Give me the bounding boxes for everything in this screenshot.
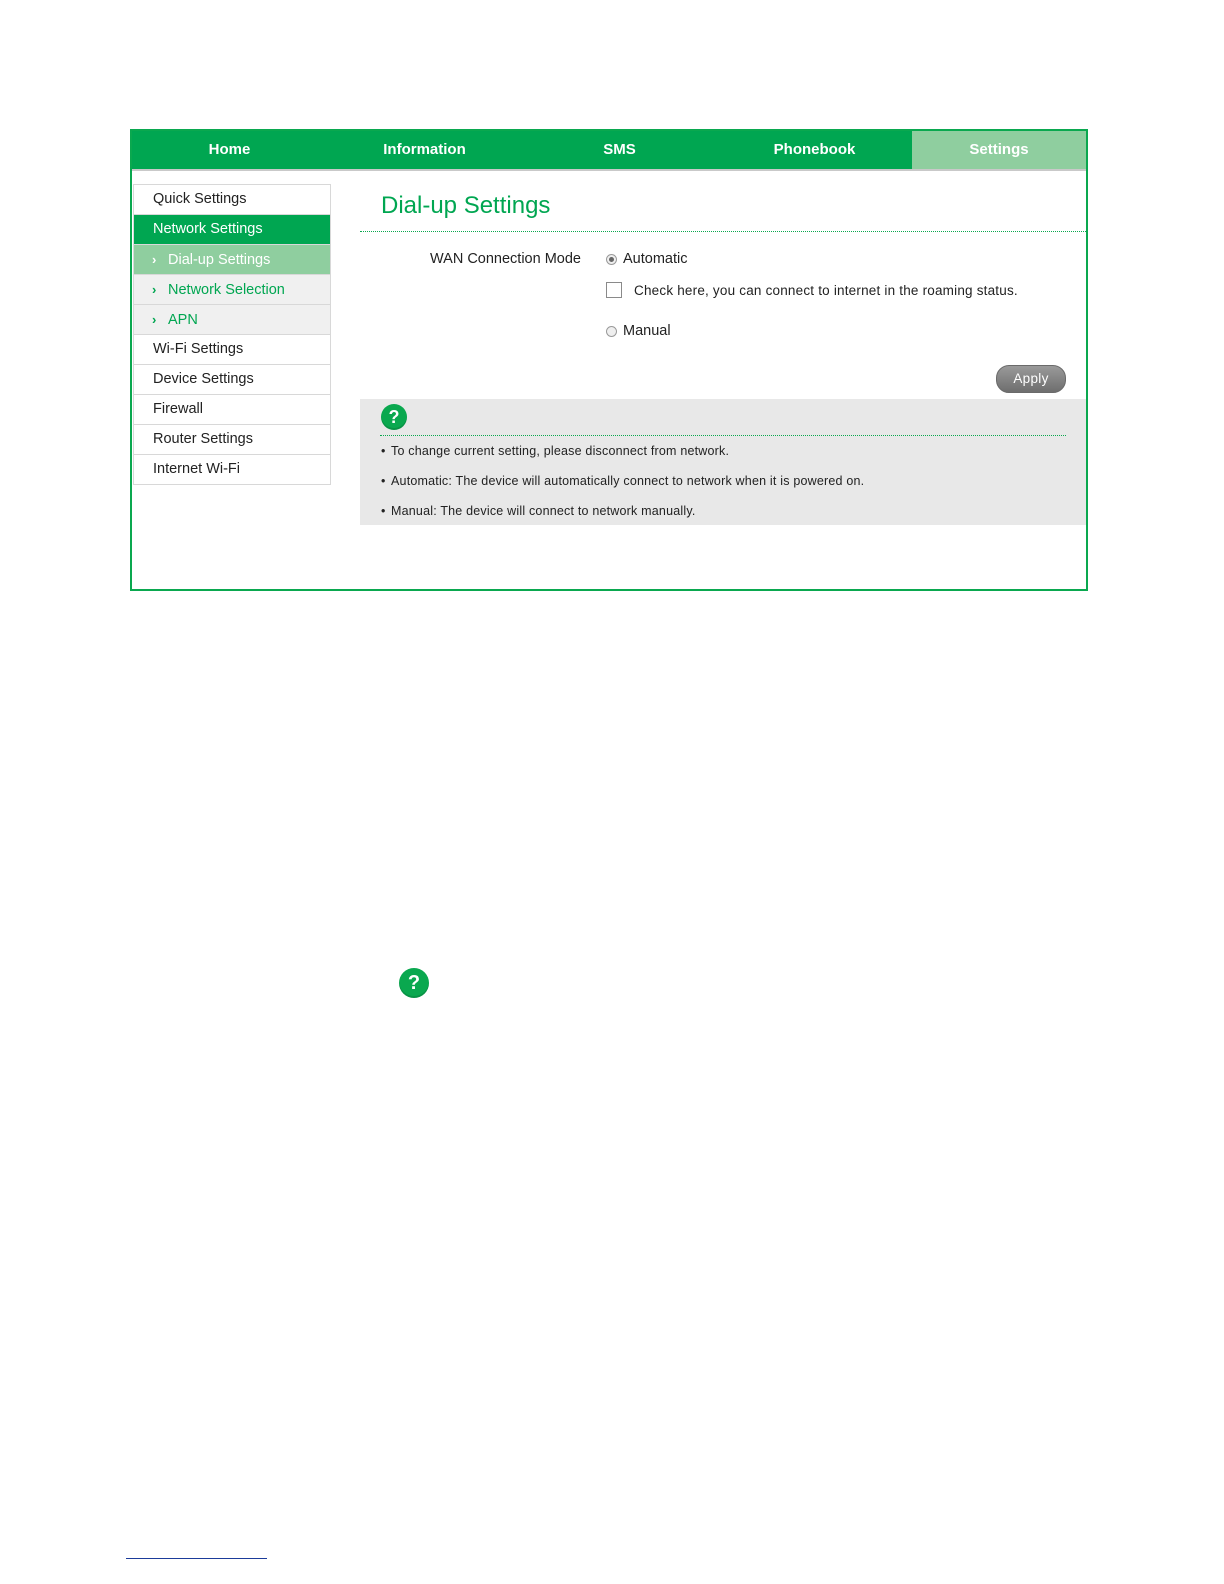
- bullet: •: [381, 504, 386, 518]
- help-text: Manual: The device will connect to network manually.: [391, 504, 696, 518]
- sidebar-item-network-selection[interactable]: [134, 275, 330, 305]
- radio-button-unchecked[interactable]: [606, 326, 617, 337]
- router-web-ui: [130, 129, 1088, 591]
- sidebar: [133, 184, 331, 485]
- help-divider: [380, 435, 1066, 436]
- roaming-checkbox-label: Check here, you can connect to internet in the roaming status.: [634, 282, 1018, 298]
- sidebar-item-network-settings[interactable]: Network Settings: [134, 215, 330, 245]
- sidebar-item-dial-up-settings[interactable]: [134, 245, 330, 275]
- nav-settings[interactable]: Settings: [912, 131, 1086, 169]
- help-line: [381, 444, 729, 458]
- sidebar-item-label: Dial-up Settings: [168, 252, 271, 268]
- sidebar-item-firewall[interactable]: Firewall: [134, 395, 330, 425]
- help-text: To change current setting, please disconnect from network.: [391, 444, 730, 458]
- footnote-divider: [126, 1558, 267, 1559]
- bullet: •: [381, 474, 386, 488]
- radio-manual[interactable]: [606, 323, 671, 339]
- roaming-checkbox[interactable]: [606, 282, 622, 298]
- help-line: [381, 474, 864, 488]
- radio-automatic[interactable]: [606, 251, 687, 267]
- nav-sms[interactable]: SMS: [603, 141, 636, 158]
- sidebar-item-label: APN: [168, 312, 198, 328]
- help-icon: ?: [381, 404, 407, 430]
- sidebar-item-internet-wifi[interactable]: Internet Wi-Fi: [134, 455, 330, 484]
- sidebar-item-apn[interactable]: [134, 305, 330, 335]
- radio-manual-label: Manual: [623, 323, 671, 339]
- title-divider: [360, 231, 1086, 232]
- sidebar-item-label: Network Selection: [168, 282, 285, 298]
- sidebar-item-device-settings[interactable]: Device Settings: [134, 365, 330, 395]
- nav-information[interactable]: Information: [383, 141, 466, 158]
- radio-automatic-label: Automatic: [623, 251, 688, 267]
- bullet: •: [381, 444, 386, 458]
- sidebar-item-router-settings[interactable]: Router Settings: [134, 425, 330, 455]
- help-panel: [360, 399, 1086, 525]
- apply-button[interactable]: Apply: [996, 365, 1066, 393]
- page-title: Dial-up Settings: [381, 192, 551, 219]
- sidebar-item-wifi-settings[interactable]: Wi-Fi Settings: [134, 335, 330, 365]
- wan-connection-mode-label: WAN Connection Mode: [430, 251, 581, 267]
- help-text: Automatic: The device will automatically connect to network when it is powered on.: [391, 474, 865, 488]
- nav-home[interactable]: Home: [208, 141, 251, 158]
- radio-button-checked[interactable]: [606, 254, 617, 265]
- top-nav: [132, 131, 1086, 171]
- nav-phonebook[interactable]: Phonebook: [773, 141, 856, 158]
- chevron-right-icon: ›: [152, 282, 157, 297]
- chevron-right-icon: ›: [152, 312, 157, 327]
- help-line: [381, 504, 696, 518]
- help-icon: ?: [399, 968, 429, 998]
- roaming-option: [606, 282, 1018, 298]
- sidebar-item-quick-settings[interactable]: Quick Settings: [134, 185, 330, 215]
- chevron-right-icon: ›: [152, 252, 157, 267]
